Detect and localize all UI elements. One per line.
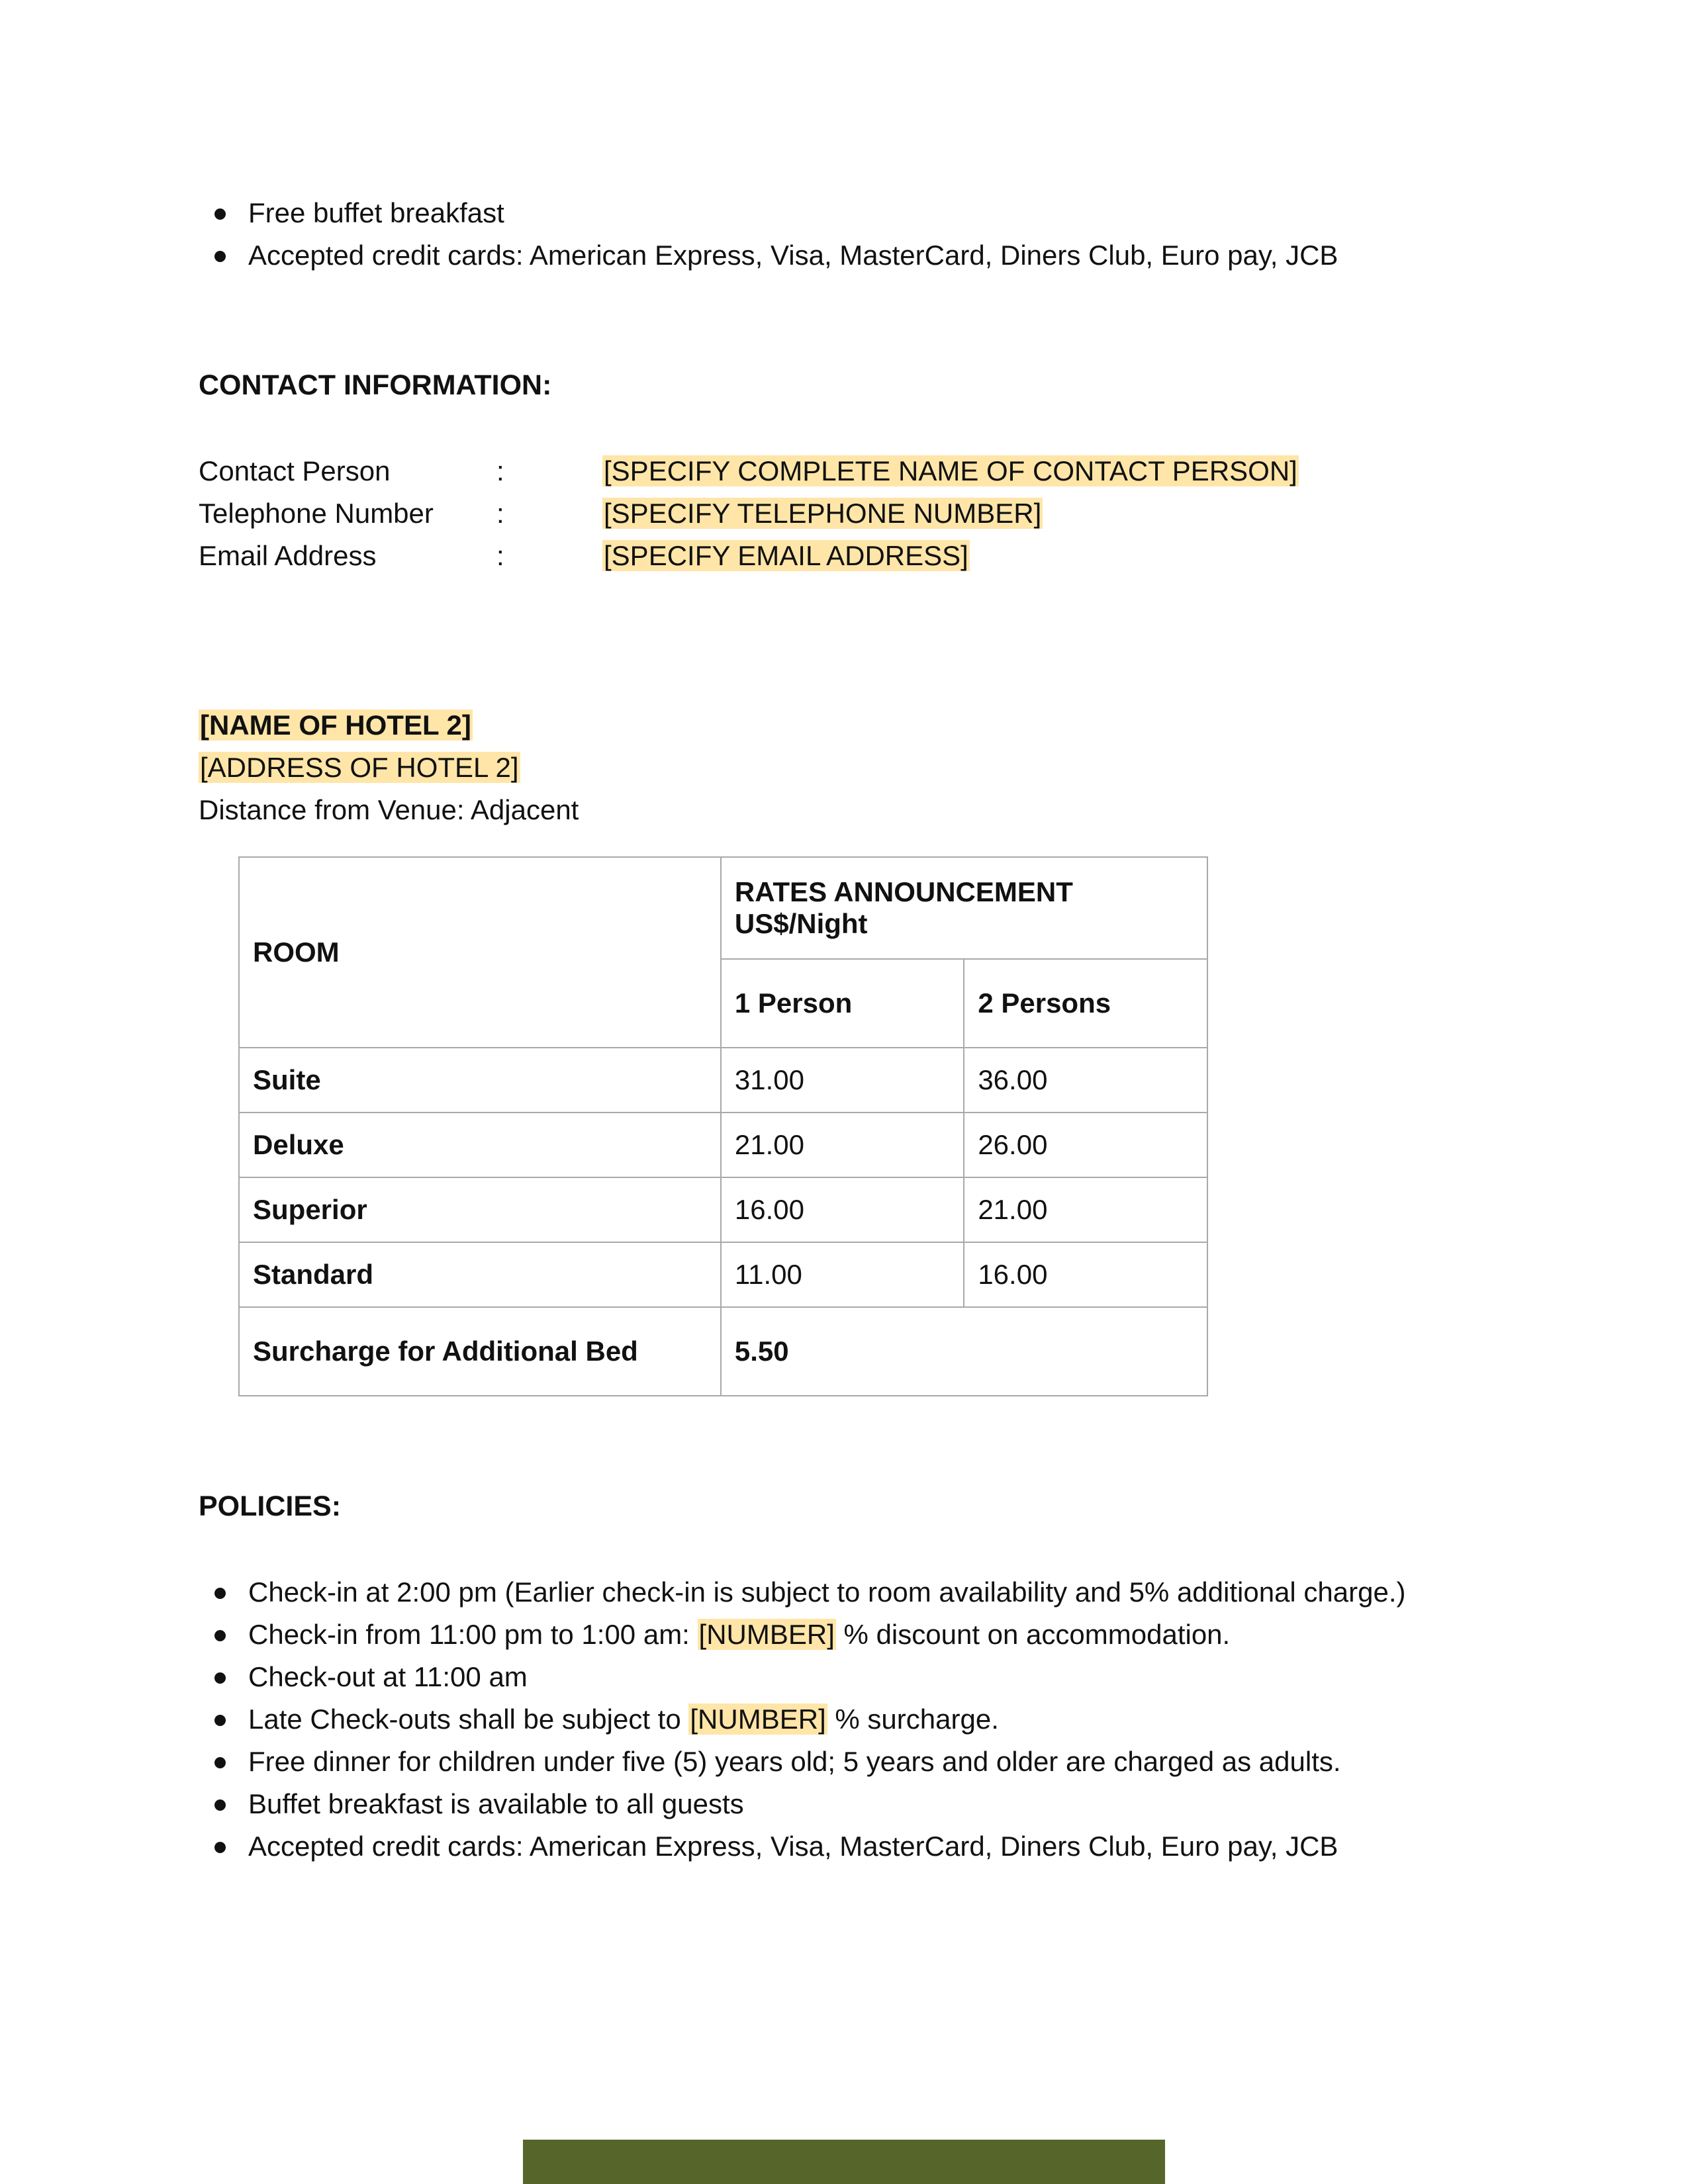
room-type-cell: Standard [239, 1242, 721, 1307]
policy-text: Late Check-outs shall be subject to [248, 1704, 689, 1735]
rate-2-persons-cell: 21.00 [964, 1177, 1207, 1242]
hotel-distance: Distance from Venue: Adjacent [199, 794, 579, 825]
rates-header [721, 857, 1207, 959]
rates-header-line2: US$/Night [734, 908, 868, 939]
rate-2-persons-cell: 36.00 [964, 1048, 1207, 1113]
list-item [199, 1825, 1489, 1868]
hotel-name: [NAME OF HOTEL 2] [200, 709, 471, 741]
hotel-address: [ADDRESS OF HOTEL 2] [200, 752, 519, 783]
policy-text: Check-in at 2:00 pm (Earlier check-in is subject to room availability and 5% additional charge.) [248, 1576, 1406, 1608]
rate-1-person-cell: 21.00 [721, 1113, 964, 1177]
table-row [239, 1113, 1207, 1177]
contact-separator: : [496, 498, 504, 529]
list-item [199, 1698, 1489, 1741]
surcharge-value: 5.50 [721, 1307, 1207, 1396]
policy-text: Check-in from 11:00 pm to 1:00 am: [248, 1619, 698, 1650]
list-item [199, 1614, 1489, 1656]
policy-text-after: % discount on accommodation. [835, 1619, 1231, 1650]
rate-1-person-cell: 16.00 [721, 1177, 964, 1242]
contact-label: Email Address [199, 540, 377, 571]
room-type-cell: Suite [239, 1048, 721, 1113]
col-2-persons-header: 2 Persons [964, 959, 1207, 1048]
list-item [199, 1571, 1489, 1614]
list-item [199, 1741, 1489, 1783]
contact-label: Telephone Number [199, 498, 434, 529]
number-placeholder: [NUMBER] [698, 1619, 835, 1650]
room-header: ROOM [239, 857, 721, 1048]
rate-1-person-cell: 31.00 [721, 1048, 964, 1113]
list-item [199, 1783, 1489, 1825]
col-1-person-header: 1 Person [721, 959, 964, 1048]
table-row [239, 1048, 1207, 1113]
contact-value-placeholder: [SPECIFY EMAIL ADDRESS] [604, 540, 968, 571]
table-row [239, 1242, 1207, 1307]
rates-table [238, 856, 1208, 1396]
footer-bar [523, 2140, 1165, 2184]
policy-text-after: % surcharge. [827, 1704, 999, 1735]
list-item [199, 1656, 1489, 1698]
surcharge-label: Surcharge for Additional Bed [239, 1307, 721, 1396]
policies-section-title: POLICIES: [199, 1490, 342, 1522]
surcharge-row [239, 1307, 1207, 1396]
policy-text: Free dinner for children under five (5) years old; 5 years and older are charged as adults. [248, 1746, 1341, 1777]
document-page [199, 192, 1489, 1868]
contact-row [199, 450, 1489, 492]
contact-value-placeholder: [SPECIFY COMPLETE NAME OF CONTACT PERSON] [604, 455, 1297, 486]
contact-separator: : [496, 455, 504, 486]
top-bullet-list [199, 192, 1489, 277]
contact-section-title: CONTACT INFORMATION: [199, 369, 552, 401]
rate-2-persons-cell: 16.00 [964, 1242, 1207, 1307]
rate-1-person-cell: 11.00 [721, 1242, 964, 1307]
contact-value-placeholder: [SPECIFY TELEPHONE NUMBER] [604, 498, 1042, 529]
contact-row [199, 492, 1489, 535]
contact-info-block [199, 450, 1489, 577]
room-type-cell: Superior [239, 1177, 721, 1242]
rate-2-persons-cell: 26.00 [964, 1113, 1207, 1177]
list-item: Accepted credit cards: American Express, Visa, MasterCard, Diners Club, Euro pay, JCB [199, 234, 1489, 277]
list-item: Free buffet breakfast [199, 192, 1489, 234]
room-type-cell: Deluxe [239, 1113, 721, 1177]
table-header-row [239, 857, 1207, 959]
contact-row [199, 535, 1489, 577]
rates-header-line1: RATES ANNOUNCEMENT [734, 876, 1073, 907]
policies-list [199, 1571, 1489, 1868]
contact-label: Contact Person [199, 455, 391, 486]
policy-text: Accepted credit cards: American Express, Visa, MasterCard, Diners Club, Euro pay, JCB [248, 1831, 1338, 1862]
policy-text: Buffet breakfast is available to all guests [248, 1788, 744, 1819]
policy-text: Check-out at 11:00 am [248, 1661, 528, 1692]
table-row [239, 1177, 1207, 1242]
contact-separator: : [496, 540, 504, 571]
number-placeholder: [NUMBER] [690, 1704, 826, 1735]
